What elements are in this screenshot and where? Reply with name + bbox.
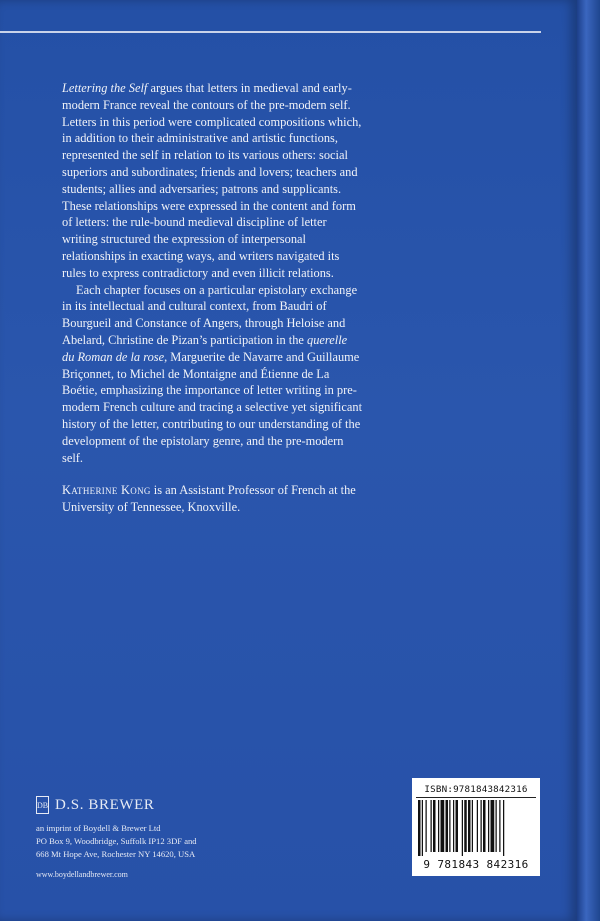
barcode-icon [418, 800, 534, 856]
imprint-line-3: 668 Mt Hope Ave, Rochester NY 14620, USA [36, 849, 196, 859]
barcode-bar [441, 800, 445, 852]
isbn-label: ISBN:9781843842316 [416, 784, 536, 798]
author-bio [62, 482, 362, 516]
barcode-bar [422, 800, 423, 856]
barcode-bar [464, 800, 467, 852]
blurb-paragraph-2 [62, 282, 362, 467]
author-bio-text: is an Assistant Professor of French at the University of Tennessee, Knoxville. [62, 483, 356, 515]
barcode-bar [481, 800, 482, 852]
publisher-logo-icon: DB [36, 796, 49, 814]
barcode-bar [431, 800, 432, 852]
barcode-bar [449, 800, 450, 852]
barcode-bar [503, 800, 504, 856]
barcode-bar [438, 800, 439, 852]
spine-edge [577, 0, 600, 921]
blurb-paragraph-1-text: argues that letters in medieval and early-modern France reveal the contours of the pre-modern self. Letters in this period were complicated compositions which, in addition to their administrative and artistic functions, represented the self in relation to its various others: social superiors and subordinates; friends and lovers; teachers and students; allies and adversaries; patrons and supplicants. These relationships were expressed in the content and form of letters: the rule-bound medieval discipline of letter writing structured the expression of interpersonal relationships in exacting ways, and writers navigated its rules to express contradictory and even illicit relations. [62, 81, 362, 280]
barcode-bar [446, 800, 449, 852]
blurb [62, 80, 362, 516]
barcode-bar [418, 800, 421, 856]
barcode-bar [433, 800, 436, 852]
barcode-bar [491, 800, 495, 852]
barcode-bar [453, 800, 454, 852]
barcode-bar [488, 800, 489, 852]
publisher-block [36, 796, 296, 879]
barcode-bar [426, 800, 427, 852]
barcode-bar [499, 800, 500, 852]
barcode-bar [477, 800, 478, 852]
barcode-bar [456, 800, 459, 852]
book-title: Lettering the Self [62, 81, 148, 95]
blurb-paragraph-1 [62, 80, 362, 282]
isbn-digits: 9 781843 842316 [423, 858, 529, 871]
blurb-paragraph-2-text-a: Each chapter focuses on a particular epistolary exchange in its intellectual and cultural context, from Baudri of Bourgueil and Constance of Angers, through Heloise and Abelard, Christine de Pizan’s participation in the [62, 282, 358, 347]
top-rule [0, 31, 541, 33]
barcode-bar [468, 800, 471, 852]
barcode-bar [496, 800, 497, 852]
blurb-paragraph-2-text-b: , Marguerite de Navarre and Guillaume Briçonnet, to Michel de Montaigne and Étienne de La Boétie, emphasizing the importance of letter writing in pre-modern French culture and tracing a selective yet significant history of the letter, contributing to our understanding of the development of the epistolary genre, and the pre-modern self. [62, 349, 363, 465]
barcode-bar [472, 800, 473, 852]
blurb-paragraph-2-italic: querelle du Roman de la rose [62, 332, 348, 364]
publisher-website: www.boydellandbrewer.com [36, 870, 128, 879]
publisher-logo-row [36, 796, 296, 814]
barcode-bar [483, 800, 486, 852]
publisher-name: D.S. BREWER [55, 796, 155, 813]
author-name: Katherine Kong [62, 483, 151, 498]
barcode-bar [462, 800, 463, 856]
imprint-line-1: an imprint of Boydell & Brewer Ltd [36, 823, 161, 833]
publisher-address [36, 822, 296, 861]
imprint-line-2: PO Box 9, Woodbridge, Suffolk IP12 3DF and [36, 836, 197, 846]
barcode-label [412, 778, 540, 876]
